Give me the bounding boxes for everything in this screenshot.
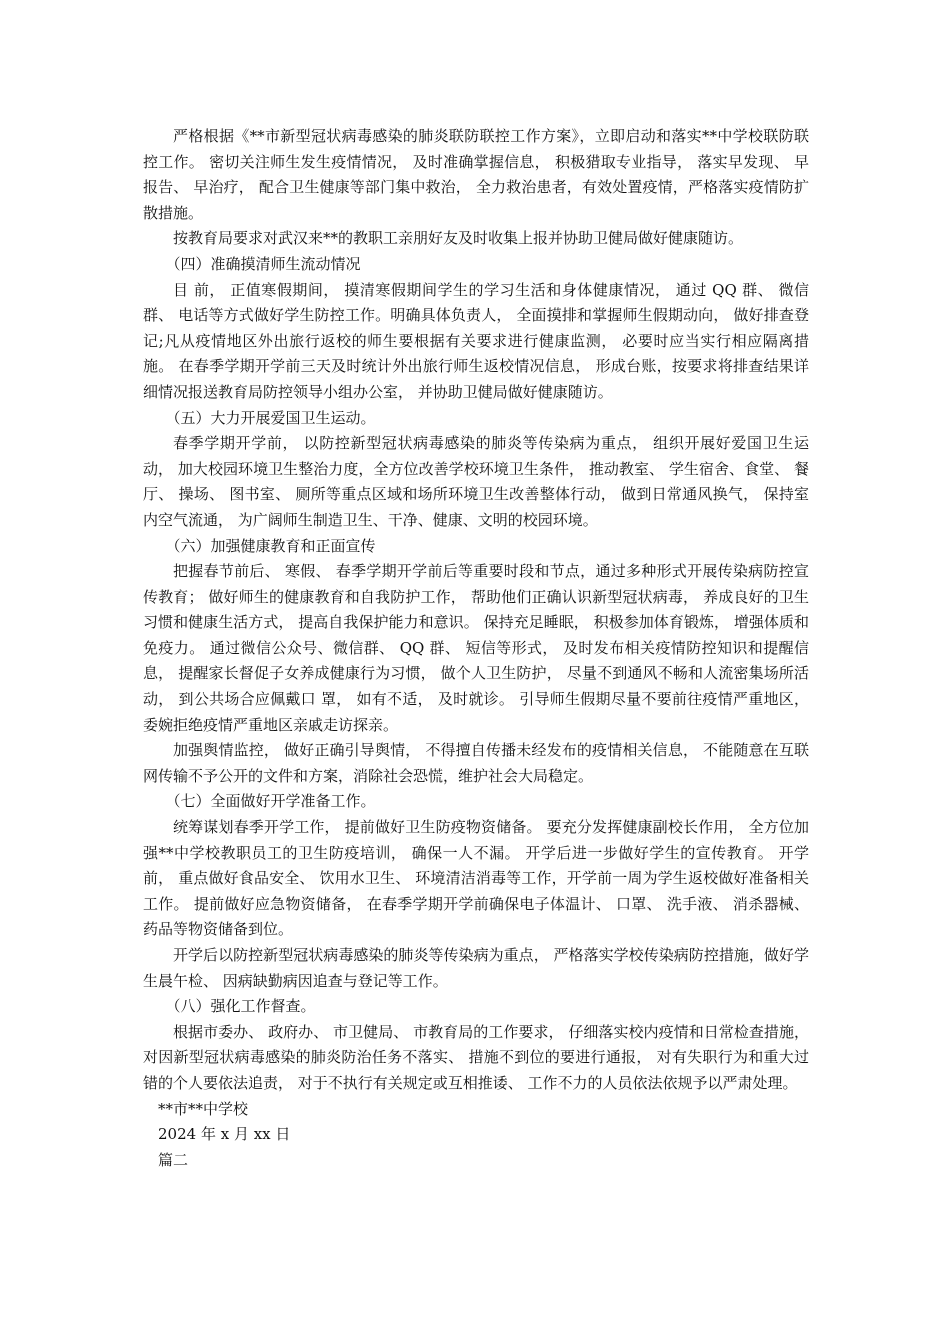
paragraph-health-education: 把握春节前后、 寒假、 春季学期开学前后等重要时段和节点，通过多种形式开展传染病防控宣传教育； 做好师生的健康教育和自我防护工作， 帮助他们正确认识新型冠状病毒， 养成良好的卫生习惯和健康生活方式， 提高自我保护能力和意识。 保持充足睡眠， 积极参加体育锻炼， 增强体质和免疫力。 通过微信公众号、微信群、 QQ 群、 短信等形式， 及时发布相关疫情防控知识和提醒信息， 提醒家长督促子女养成健康行为习惯， 做个人卫生防护， 尽量不到通风不畅和人流密集场所活动， 到公共场合应佩戴口 罩， 如有不适， 及时就诊。 引导师生假期尽量不要前往疫情严重地区，委婉拒绝疫情严重地区亲戚走访探亲。 [143,562,809,734]
paragraph-public-opinion: 加强舆情监控， 做好正确引导舆情， 不得擅自传播未经发布的疫情相关信息， 不能随意在互联网传输不予公开的文件和方案，消除社会恐慌，维护社会大局稳定。 [143,741,809,785]
document-page [143,124,809,1173]
paragraph-wuhan-followup: 按教育局要求对武汉来**的教职工亲朋好友及时收集上报并协助卫健局做好健康随访。 [173,229,744,248]
section-heading-6: （六）加强健康教育和正面宣传 [165,536,376,555]
section-heading-8: （八）强化工作督查。 [165,997,316,1016]
section-heading-7: （七）全面做好开学准备工作。 [165,792,376,811]
paragraph-joint-prevention: 严格根据《**市新型冠状病毒感染的肺炎联防联控工作方案》，立即启动和落实**中学校联防联控工作。 密切关注师生发生疫情情况， 及时准确掌握信息， 积极猎取专业指导， 落实早发现、 早报告、 早治疗， 配合卫生健康等部门集中救治， 全力救治患者，有效处置疫情，严格落实疫情防扩散措施。 [143,127,809,222]
paragraph-after-opening: 开学后以防控新型冠状病毒感染的肺炎等传染病为重点， 严格落实学校传染病防控措施，做好学生晨午检、 因病缺勤病因追查与登记等工作。 [143,946,809,990]
section-heading-4: （四）准确摸清师生流动情况 [165,254,361,273]
next-section-label: 篇二 [158,1150,189,1169]
paragraph-supervision: 根据市委办、 政府办、 市卫健局、 市教育局的工作要求， 仔细落实校内疫情和日常检查措施， 对因新型冠状病毒感染的肺炎防治任务不落实、 措施不到位的要进行通报， 对有失职行为和重大过错的个人要依法追责， 对于不执行有关规定或互相推诿、 工作不力的人员依法依规予以严肃处理。 [143,1022,809,1092]
signature-org: **市**中学校 [158,1099,249,1118]
section-heading-5: （五）大力开展爱国卫生运动。 [165,408,376,427]
paragraph-hygiene-campaign: 春季学期开学前， 以防控新型冠状病毒感染的肺炎等传染病为重点， 组织开展好爱国卫生运动， 加大校园环境卫生整治力度，全方位改善学校环境卫生条件， 推动教室、 学生宿舍、食堂、 餐厅、 操场、 图书室、 厕所等重点区域和场所环境卫生改善整体行动， 做到日常通风换气， 保持室内空气流通， 为广阔师生制造卫生、干净、健康、文明的校园环境。 [143,434,809,529]
paragraph-school-opening-prep: 统筹谋划春季开学工作， 提前做好卫生防疫物资储备。 要充分发挥健康副校长作用， 全方位加强**中学校教职员工的卫生防疫培训， 确保一人不漏。 开学后进一步做好学生的宣传教育。 开学前， 重点做好食品安全、 饮用水卫生、 环境清洁消毒等工作，开学前一周为学生返校做好准备相关工作。 提前做好应急物资储备， 在春季学期开学前确保电子体温计、 口罩、 洗手液、 消杀器械、药品等物资储备到位。 [143,818,809,939]
paragraph-mobility: 目 前， 正值寒假期间， 摸清寒假期间学生的学习生活和身体健康情况， 通过 QQ 群、 微信群、 电话等方式做好学生防控工作。明确具体负责人， 全面摸排和掌握师生假期动向， 做好排查登记;凡从疫情地区外出旅行返校的师生要根据有关要求进行健康监测， 必要时应当实行相应隔离措施。 在春季学期开学前三天及时统计外出旅行师生返校情况信息， 形成台账，按要求将排查结果详细情况报送教育局防控领导小组办公室， 并协助卫健局做好健康随访。 [143,280,809,401]
signature-date: 2024 年 x 月 xx 日 [158,1125,291,1144]
